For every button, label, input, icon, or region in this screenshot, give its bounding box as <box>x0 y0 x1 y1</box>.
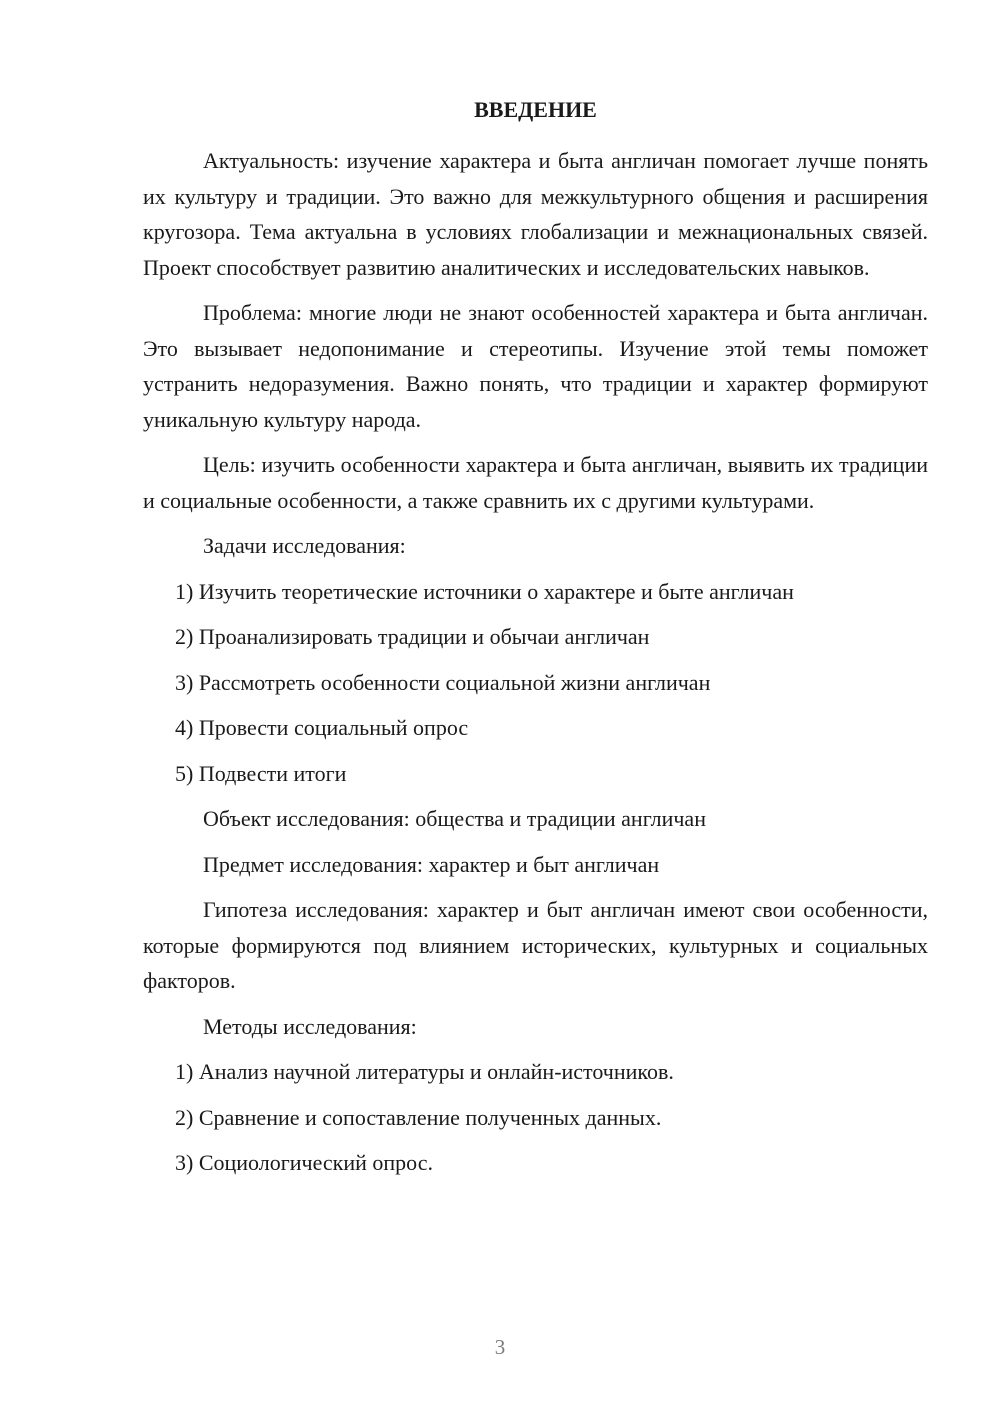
task-item: 5) Подвести итоги <box>175 760 347 786</box>
task-item: 1) Изучить теоретические источники о характере и быте англичан <box>175 578 794 604</box>
task-item: 2) Проанализировать традиции и обычаи англичан <box>175 624 650 649</box>
goal-paragraph: Цель: изучить особенности характера и быта англичан, выявить их традиции и социальные особенности, а также сравнить их с другими культурами. <box>143 452 928 513</box>
problem-paragraph: Проблема: многие люди не знают особенностей характера и быта англичан. Это вызывает недопонимание и стереотипы. Изучение этой темы поможет устранить недоразумения. Важно понять, что традиции и характер формируют уникальную культуру народа. <box>143 300 928 432</box>
research-object: Объект исследования: общества и традиции англичан <box>203 806 706 831</box>
relevance-paragraph: Актуальность: изучение характера и быта англичан помогает лучше понять их культуру и традиции. Это важно для межкультурного общения и расширения кругозора. Тема актуальна в условиях глобализации и межнациональных связей. Проект способствует развитию аналитических и исследовательских навыков. <box>143 148 928 280</box>
research-subject: Предмет исследования: характер и быт англичан <box>203 851 660 877</box>
task-item: 4) Провести социальный опрос <box>175 715 469 740</box>
method-item: 1) Анализ научной литературы и онлайн-источников. <box>175 1059 674 1084</box>
method-item: 3) Социологический опрос. <box>175 1150 433 1175</box>
method-item: 2) Сравнение и сопоставление полученных данных. <box>175 1104 662 1130</box>
methods-list <box>143 1054 928 1181</box>
methods-heading: Методы исследования: <box>203 1013 417 1039</box>
section-title: ВВЕДЕНИЕ <box>474 97 597 122</box>
hypothesis-paragraph: Гипотеза исследования: характер и быт англичан имеют свои особенности, которые формируются под влиянием исторических, культурных и социальных факторов. <box>143 897 928 993</box>
page-number: 3 <box>494 1335 506 1359</box>
task-item: 3) Рассмотреть особенности социальной жизни англичан <box>175 669 711 695</box>
tasks-heading: Задачи исследования: <box>203 533 406 558</box>
page-content <box>143 95 928 1191</box>
tasks-list <box>143 574 928 792</box>
